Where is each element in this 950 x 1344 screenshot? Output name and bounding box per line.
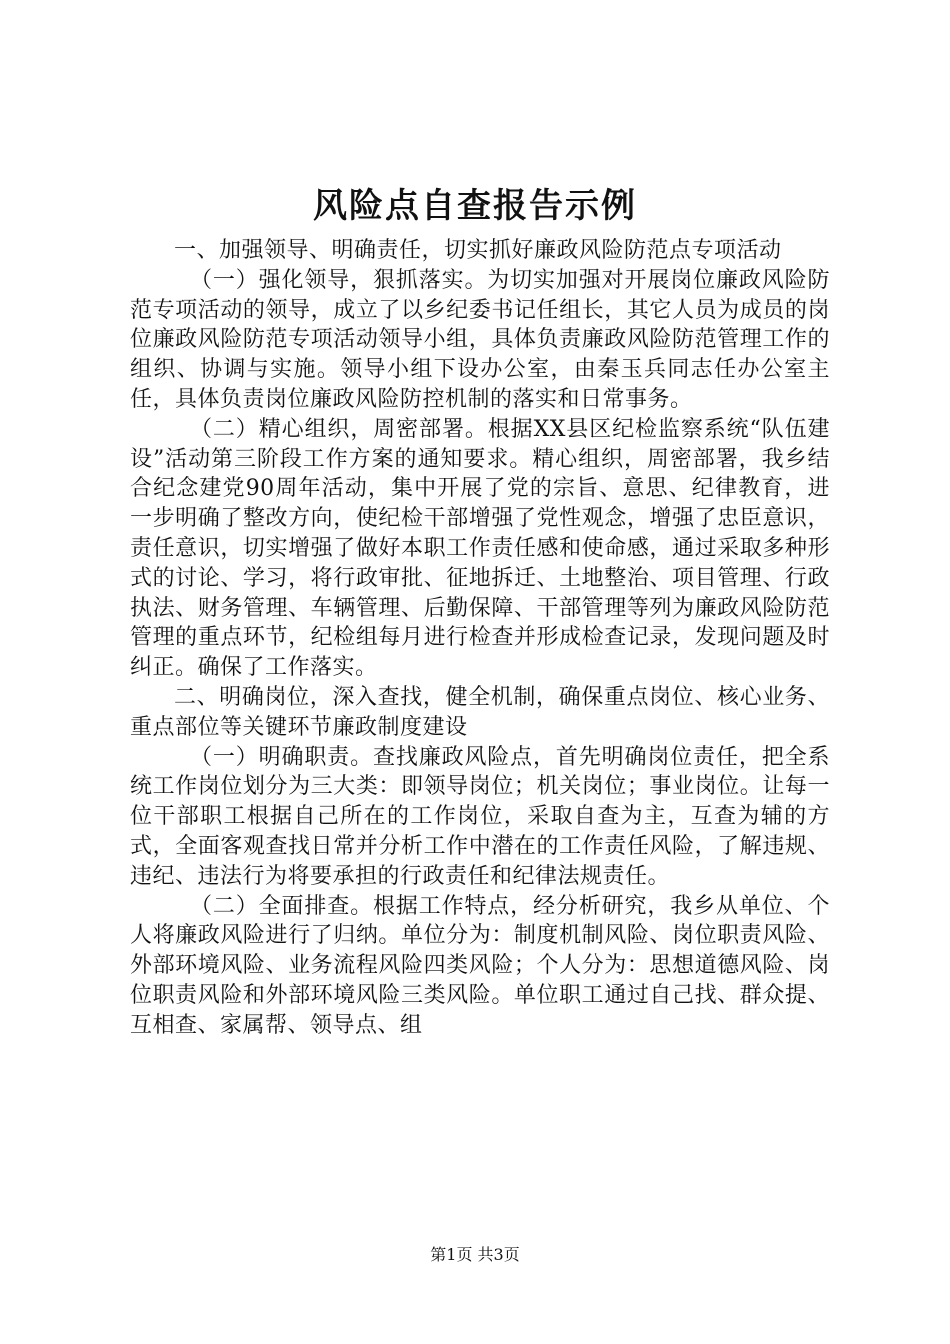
paragraph-2-2: （二）全面排查。根据工作特点，经分析研究，我乡从单位、个人将廉政风险进行了归纳。单位分为：制度机制风险、岗位职责风险、外部环境风险、业务流程风险四类风险；个人分为：思想道德风险、岗位职责风险和外部环境风险三类风险。单位职工通过自己找、群众提、互相查、家属帮、领导点、组 xyxy=(130,893,830,1038)
section-heading-2: 二、明确岗位，深入查找，健全机制，确保重点岗位、核心业务、重点部位等关键环节廉政制度建设 xyxy=(130,684,830,740)
document-title: 风险点自查报告示例 xyxy=(313,186,637,226)
paragraph-1-2: （二）精心组织，周密部署。根据XX县区纪检监察系统“队伍建设”活动第三阶段工作方案的通知要求。精心组织，周密部署，我乡结合纪念建党90周年活动，集中开展了党的宗旨、意思、纪律教育，进一步明确了整改方向，使纪检干部增强了党性观念，增强了忠臣意识，责任意识，切实增强了做好本职工作责任感和使命感，通过采取多种形式的讨论、学习，将行政审批、征地拆迁、土地整治、项目管理、行政执法、财务管理、车辆管理、后勤保障、干部管理等列为廉政风险防范管理的重点环节，纪检组每月进行检查并形成检查记录，发现问题及时纠正。确保了工作落实。 xyxy=(130,416,830,681)
paragraph-2-1: （一）明确职责。查找廉政风险点，首先明确岗位责任，把全系统工作岗位划分为三大类：即领导岗位；机关岗位；事业岗位。让每一位干部职工根据自己所在的工作岗位，采取自查为主，互查为辅的方式，全面客观查找日常并分析工作中潜在的工作责任风险，了解违规、违纪、违法行为将要承担的行政责任和纪律法规责任。 xyxy=(130,744,830,889)
paragraph-1-1: （一）强化领导，狠抓落实。为切实加强对开展岗位廉政风险防范专项活动的领导，成立了以乡纪委书记任组长，其它人员为成员的岗位廉政风险防范专项活动领导小组，具体负责廉政风险防范管理工作的组织、协调与实施。领导小组下设办公室，由秦玉兵同志任办公室主任，具体负责岗位廉政风险防控机制的落实和日常事务。 xyxy=(130,267,830,412)
page-number-footer: 第1页 共3页 xyxy=(430,1245,520,1264)
document-body xyxy=(130,236,830,1041)
section-heading-1: 一、加强领导、明确责任，切实抓好廉政风险防范点专项活动 xyxy=(174,238,782,263)
